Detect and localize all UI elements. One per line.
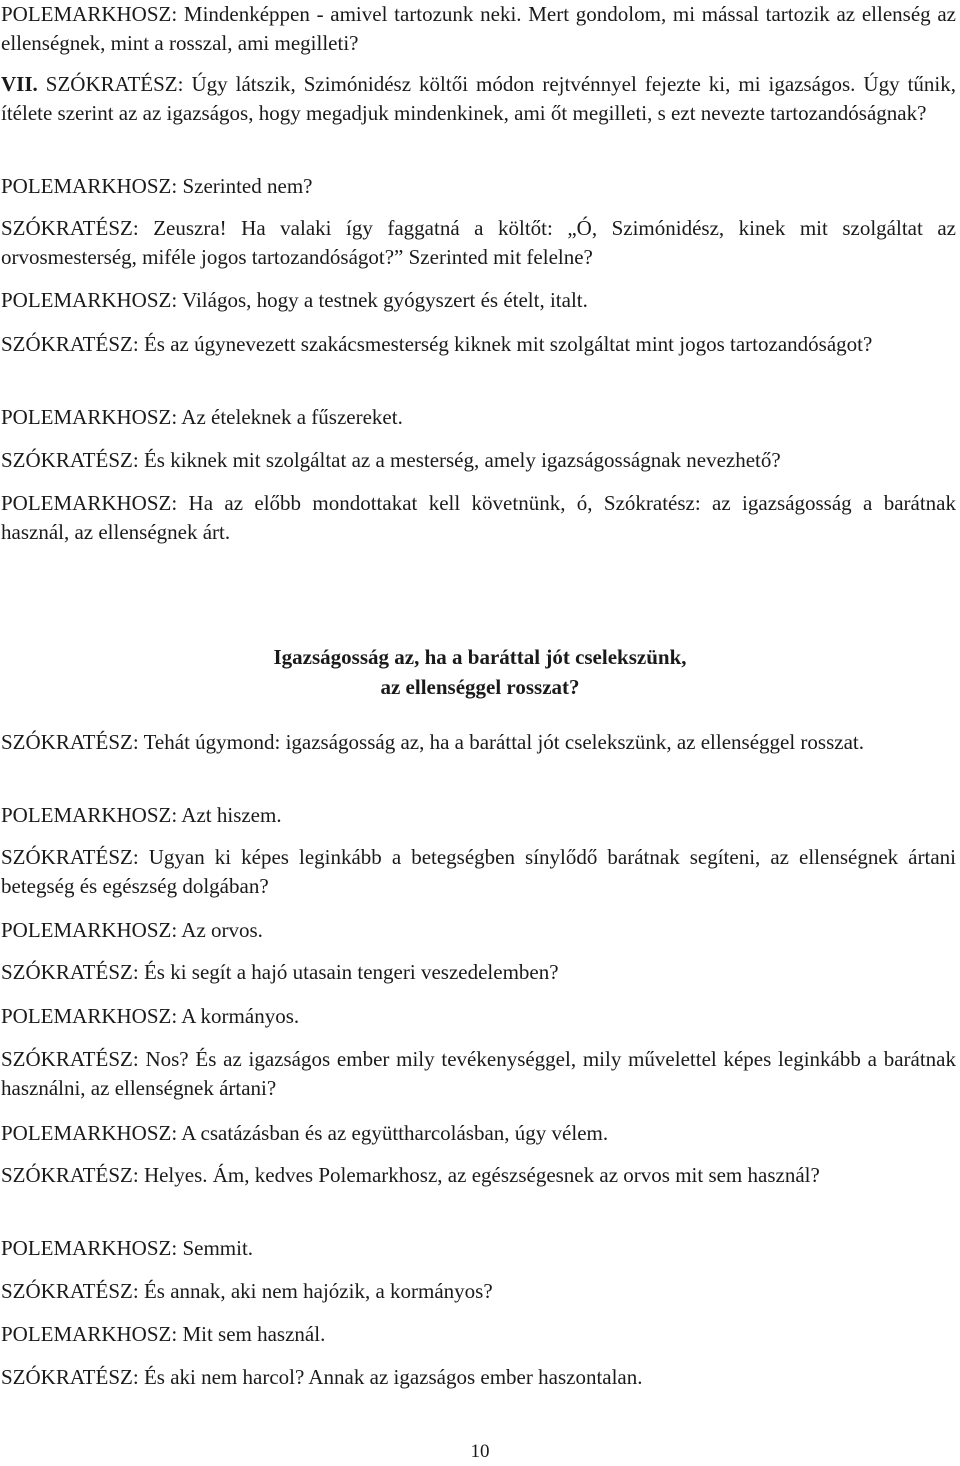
dialogue-paragraph (1, 843, 956, 901)
speaker-name: SZÓKRATÉSZ (1, 448, 133, 472)
speaker-name: SZÓKRATÉSZ (1, 216, 133, 240)
dialogue-text: : Mindenképpen - amivel tartozunk neki. Mert gondolom, mi mással tartozik az ellenség az ellenségnek, mint a rosszal, ami megilleti? (1, 2, 956, 55)
speaker-name: POLEMARKHOSZ (1, 288, 172, 312)
dialogue-paragraph (1, 0, 956, 58)
speaker-name: SZÓKRATÉSZ (1, 1163, 133, 1187)
dialogue-text: : Azt hiszem. (171, 803, 282, 827)
speaker-name: SZÓKRATÉSZ (1, 1365, 133, 1389)
dialogue-text: : És kiknek mit szolgáltat az a mesterség, amely igazságosságnak nevezhető? (132, 448, 781, 472)
dialogue-text: : Nos? És az igazságos ember mily tevékenységgel, mily művelettel képes leginkább a barátnak használni, az ellenségnek ártani? (1, 1047, 956, 1100)
page-number: 10 (470, 1441, 490, 1462)
dialogue-paragraph (1, 916, 956, 945)
dialogue-text: : Zeuszra! Ha valaki így faggatná a költőt: „Ó, Szimónidész, kinek mit szolgáltat az orvosmesterség, miféle jogos tartozandóságot?” Szerinted mit felelne? (1, 216, 956, 269)
dialogue-paragraph (1, 70, 956, 128)
dialogue-paragraph (1, 330, 956, 359)
speaker-name: SZÓKRATÉSZ (1, 332, 133, 356)
dialogue-text: : Ugyan ki képes leginkább a betegségben sínylődő barátnak segíteni, az ellenségnek ártani betegség és egészség dolgában? (1, 845, 956, 898)
dialogue-text: : Világos, hogy a testnek gyógyszert és ételt, italt. (171, 288, 588, 312)
dialogue-text: : Szerinted nem? (171, 174, 313, 198)
dialogue-text: : Semmit. (171, 1236, 254, 1260)
dialogue-paragraph (1, 1277, 956, 1306)
speaker-name: SZÓKRATÉSZ (1, 1279, 133, 1303)
dialogue-paragraph (1, 1363, 956, 1392)
dialogue-paragraph (1, 1002, 956, 1031)
speaker-name: POLEMARKHOSZ (1, 174, 172, 198)
dialogue-text: : A csatázásban és az együttharcolásban, úgy vélem. (171, 1121, 609, 1145)
dialogue-text: : Tehát úgymond: igazságosság az, ha a baráttal jót cselekszünk, az ellenséggel rosszat. (132, 730, 864, 754)
speaker-name: POLEMARKHOSZ (1, 2, 172, 26)
dialogue-paragraph (1, 1161, 956, 1190)
speaker-name: POLEMARKHOSZ (1, 405, 172, 429)
dialogue-paragraph (1, 446, 956, 475)
speaker-name: POLEMARKHOSZ (1, 491, 172, 515)
dialogue-paragraph (1, 286, 956, 315)
speaker-name: POLEMARKHOSZ (1, 1121, 172, 1145)
dialogue-text: : Úgy látszik, Szimónidész költői módon rejtvénnyel fejezte ki, mi igazságos. Úgy tűnik, ítélete szerint az az igazságos, hogy megadjuk mindenkinek, ami őt megilleti, s ezt nevezte tartozandóságnak? (1, 72, 957, 125)
dialogue-text: : És annak, aki nem hajózik, a kormányos? (132, 1279, 493, 1303)
dialogue-paragraph (1, 1045, 956, 1103)
dialogue-text: : És ki segít a hajó utasain tengeri veszedelemben? (132, 960, 559, 984)
speaker-name: POLEMARKHOSZ (1, 803, 172, 827)
section-marker: VII. (1, 72, 38, 96)
dialogue-text: : Ha az előbb mondottakat kell követnünk, ó, Szókratész: az igazságosság a barátnak használ, az ellenségnek árt. (1, 491, 956, 544)
dialogue-text: : Helyes. Ám, kedves Polemarkhosz, az egészségesnek az orvos mit sem használ? (132, 1163, 820, 1187)
dialogue-paragraph (1, 489, 956, 547)
dialogue-text: : Az ételeknek a fűszereket. (171, 405, 403, 429)
speaker-name: SZÓKRATÉSZ (1, 1047, 133, 1071)
dialogue-paragraph (1, 214, 956, 272)
dialogue-text: : Mit sem használ. (171, 1322, 326, 1346)
speaker-name: POLEMARKHOSZ (1, 1236, 172, 1260)
dialogue-paragraph (1, 728, 956, 757)
dialogue-text: : Az orvos. (171, 918, 263, 942)
dialogue-paragraph (1, 172, 956, 201)
speaker-name: POLEMARKHOSZ (1, 918, 172, 942)
speaker-name: SZÓKRATÉSZ (1, 845, 133, 869)
dialogue-text: : A kormányos. (171, 1004, 300, 1028)
section-heading-line-1: Igazságosság az, ha a baráttal jót cselekszünk, (273, 645, 687, 669)
speaker-name: SZÓKRATÉSZ (45, 72, 178, 96)
speaker-name: SZÓKRATÉSZ (1, 730, 133, 754)
speaker-name: SZÓKRATÉSZ (1, 960, 133, 984)
dialogue-text: : És az úgynevezett szakácsmesterség kiknek mit szolgáltat mint jogos tartozandóságot? (132, 332, 873, 356)
section-heading-line-2: az ellenséggel rosszat? (380, 675, 580, 699)
speaker-name: POLEMARKHOSZ (1, 1004, 172, 1028)
dialogue-paragraph (1, 1234, 956, 1263)
dialogue-paragraph (1, 1119, 956, 1148)
dialogue-text: : És aki nem harcol? Annak az igazságos ember haszontalan. (132, 1365, 643, 1389)
dialogue-paragraph (1, 403, 956, 432)
speaker-name: POLEMARKHOSZ (1, 1322, 172, 1346)
dialogue-paragraph (1, 1320, 956, 1349)
dialogue-paragraph (1, 958, 956, 987)
dialogue-paragraph (1, 801, 956, 830)
